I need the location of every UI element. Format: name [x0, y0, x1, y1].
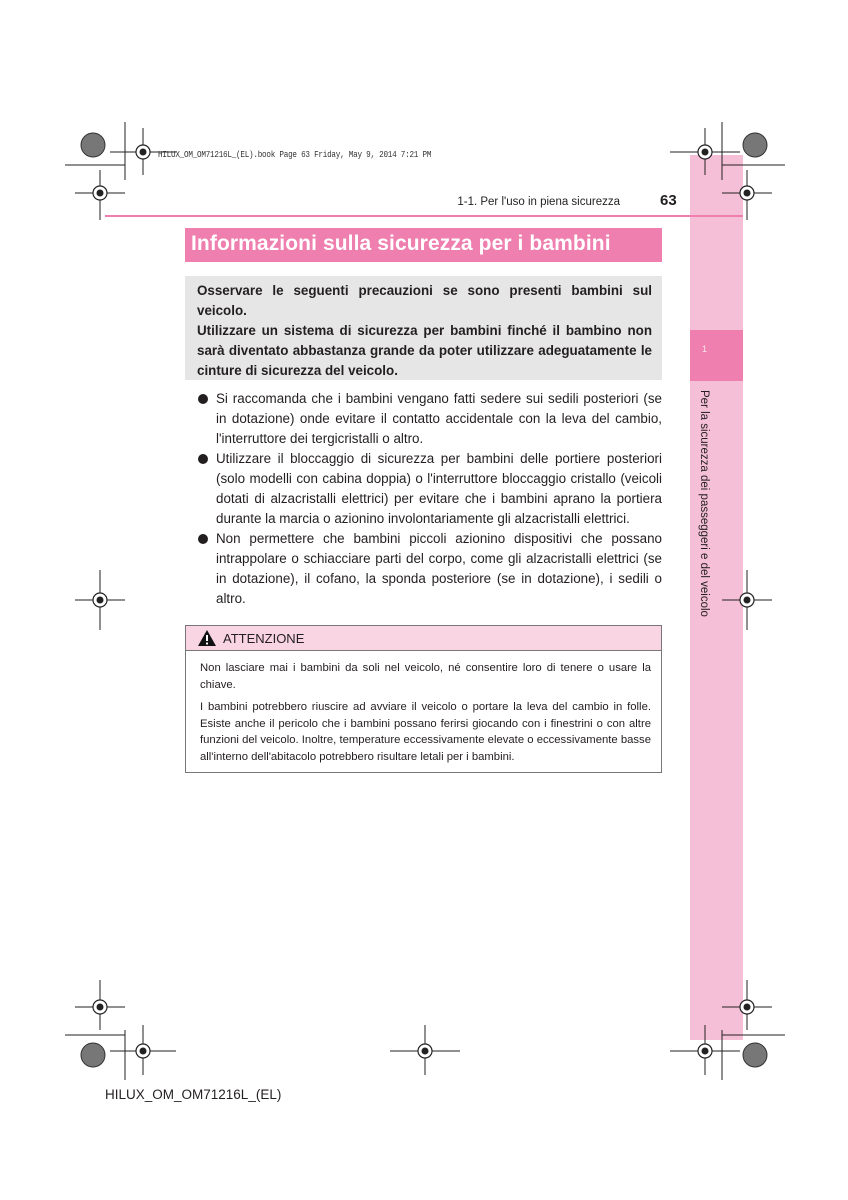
warning-box [185, 625, 662, 773]
bullet-icon [198, 534, 208, 544]
list-item [196, 389, 662, 449]
intro-box [185, 276, 662, 380]
page-title: Informazioni sulla sicurezza per i bambini [185, 228, 662, 262]
warning-header [186, 626, 661, 651]
section-header: 1-1. Per l'uso in piena sicurezza [457, 196, 620, 208]
footer-code: HILUX_OM_OM71216L_(EL) [105, 1087, 282, 1102]
warning-paragraph: I bambini potrebbero riuscire ad avviare il veicolo o portare la leva del cambio in folle. Esiste anche il pericolo che i bambini possano ferirsi giocando con i finestrini o con altre funzioni del veicolo. Inoltre, temperature eccessivamente elevate o eccessivamente basse all'interno dell'abitacolo potrebbero risultare letali per i bambini. [200, 701, 651, 763]
warning-triangle-icon [198, 630, 216, 646]
header-rule [105, 215, 743, 217]
warning-paragraph: Non lasciare mai i bambini da soli nel veicolo, né consentire loro di tenere o usare la chiave. [200, 662, 651, 691]
bullet-icon [198, 454, 208, 464]
bullet-list [196, 389, 662, 609]
page-number: 63 [660, 192, 677, 209]
list-item-text: Non permettere che bambini piccoli azionino dispositivi che possano intrappolare o schiacciare parti del corpo, come gli alzacristalli elettrici (se in dotazione), il cofano, la sponda posteriore (se in dotazione), i sedili o altro. [216, 531, 662, 606]
warning-label: ATTENZIONE [223, 630, 305, 646]
list-item-text: Si raccomanda che i bambini vengano fatti sedere sui sedili posteriori (se in dotazione) onde evitare il contatto accidentale con la leva del cambio, l'interruttore dei tergicristalli o altro. [216, 391, 662, 446]
list-item-text: Utilizzare il bloccaggio di sicurezza per bambini delle portiere posteriori (solo modelli con cabina doppia) o l'interruttore bloccaggio cristallo (veicoli dotati di alzacristalli elettrici) per evitare che i bambini aprano la portiera durante la marcia o azionino involontariamente gli alzacristalli elettrici. [216, 451, 662, 526]
print-info: HILUX_OM_OM71216L_(EL).book Page 63 Friday, May 9, 2014 7:21 PM [158, 150, 432, 160]
chapter-title: Per la sicurezza dei passeggeri e del veicolo [698, 390, 710, 617]
list-item [196, 529, 662, 609]
intro-paragraph: Osservare le seguenti precauzioni se sono presenti bambini sul veicolo. [197, 283, 652, 318]
bullet-icon [198, 394, 208, 404]
list-item [196, 449, 662, 529]
chapter-number: 1 [702, 344, 708, 354]
warning-body [186, 651, 661, 765]
intro-paragraph: Utilizzare un sistema di sicurezza per bambini finché il bambino non sarà diventato abbastanza grande da poter utilizzare adeguatamente le cinture di sicurezza del veicolo. [197, 323, 652, 378]
